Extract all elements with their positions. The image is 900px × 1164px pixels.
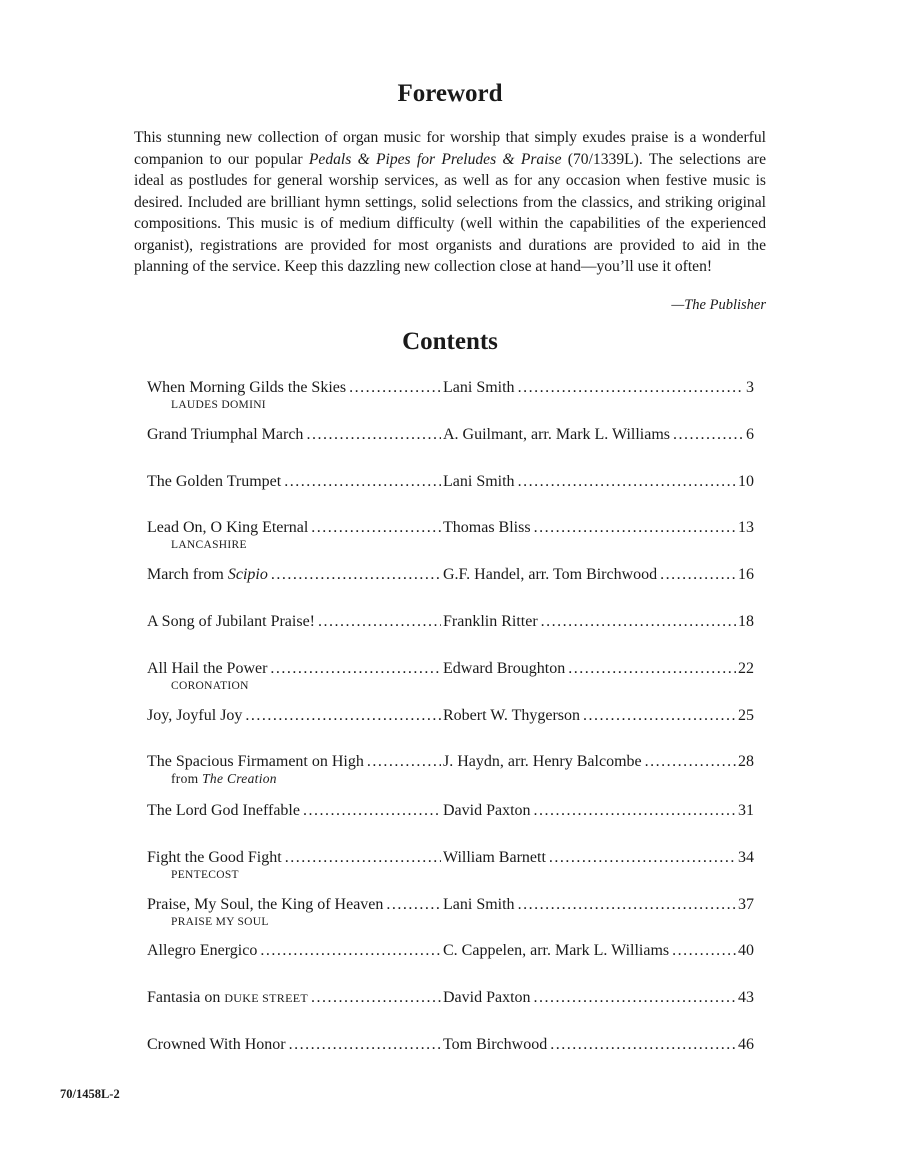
catalog-number: 70/1458L-2 (60, 1087, 120, 1101)
foreword-signature: —The Publisher (671, 297, 766, 313)
entry-page-number: 31 (738, 802, 754, 819)
contents-entry (147, 706, 754, 746)
entry-title: Fight the Good Fight (147, 849, 282, 866)
entry-title: Lead On, O King Eternal (147, 519, 309, 536)
entry-composer: C. Cappelen, arr. Mark L. Williams (443, 942, 670, 959)
entry-title (147, 988, 308, 1008)
entry-title-hymn-tune: DUKE STREET (224, 991, 308, 1005)
entry-composer: William Barnett (443, 849, 546, 866)
entry-page-number: 3 (746, 379, 754, 396)
entry-title-italic: Scipio (227, 566, 268, 583)
entry-composer: Robert W. Thygerson (443, 707, 581, 724)
entry-title: Grand Triumphal March (147, 426, 304, 443)
entry-page-number: 34 (738, 849, 754, 866)
entry-title: A Song of Jubilant Praise! (147, 613, 315, 630)
contents-entry (147, 378, 754, 418)
entry-page-number: 6 (746, 426, 754, 443)
entry-page-number: 13 (738, 519, 754, 536)
entry-composer: A. Guilmant, arr. Mark L. Williams (443, 426, 671, 443)
entry-title: Joy, Joyful Joy (147, 707, 243, 724)
entry-source-work: The Creation (202, 771, 277, 786)
entry-page-number: 28 (738, 753, 754, 770)
entry-source (171, 772, 754, 786)
entry-composer: Edward Broughton (443, 660, 566, 677)
contents-entry (147, 425, 754, 465)
entry-page-number: 37 (738, 896, 754, 913)
entry-page-number: 40 (738, 942, 754, 959)
entry-page-number: 46 (738, 1036, 754, 1053)
entry-page-number: 16 (738, 566, 754, 583)
entry-title: The Spacious Firmament on High (147, 753, 364, 770)
entry-composer: David Paxton (443, 989, 531, 1006)
contents-entry (147, 752, 754, 792)
entry-composer: Lani Smith (443, 379, 515, 396)
contents-entry (147, 988, 754, 1028)
contents-entry (147, 801, 754, 841)
contents-title: Contents (402, 328, 498, 355)
entry-composer: Lani Smith (443, 473, 515, 490)
contents-entry (147, 1035, 754, 1075)
entry-title: Allegro Energico (147, 942, 258, 959)
foreword-book-title: Pedals & Pipes for Preludes & Praise (308, 150, 562, 168)
foreword-text-part2: (70/1339L). The selections are ideal as postludes for general worship services, as well as for any occasion when festive music is desired. Included are brilliant hymn settings, solid selections from the classics, and striking original compositions. This music is of medium difficulty (well within the capabilities of the experienced organist), registrations are provided for most organists and durations are provided to aid in the planning of the service. Keep this dazzling new collection close at hand—you’ll use it often! (134, 150, 766, 275)
entry-title: Crowned With Honor (147, 1036, 286, 1053)
entry-title: The Lord God Ineffable (147, 802, 300, 819)
entry-composer: Lani Smith (443, 896, 515, 913)
entry-page-number: 25 (738, 707, 754, 724)
contents-entry (147, 518, 754, 558)
foreword-text-part1: This stunning new collection of organ music for worship that simply exudes praise is a wonderful companion to our popular (134, 129, 766, 168)
entry-hymn-tune: LANCASHIRE (171, 539, 247, 551)
entry-composer: G.F. Handel, arr. Tom Birchwood (443, 566, 658, 583)
contents-entry (147, 565, 754, 605)
entry-title (147, 565, 268, 585)
entry-page-number: 43 (738, 989, 754, 1006)
entry-source-prefix: from (171, 771, 203, 786)
contents-entry (147, 659, 754, 699)
foreword-title: Foreword (397, 80, 503, 107)
entry-title: When Morning Gilds the Skies (147, 379, 347, 396)
contents-entry (147, 612, 754, 652)
entry-title: The Golden Trumpet (147, 473, 282, 490)
entry-title: Praise, My Soul, the King of Heaven (147, 896, 384, 913)
contents-entry (147, 472, 754, 512)
entry-composer: David Paxton (443, 802, 531, 819)
foreword-text (134, 127, 766, 278)
contents-entry (147, 848, 754, 888)
entry-page-number: 18 (738, 613, 754, 630)
entry-hymn-tune: PENTECOST (171, 869, 239, 881)
entry-page-number: 10 (738, 473, 754, 490)
entry-composer: Franklin Ritter (443, 613, 538, 630)
entry-page-number: 22 (738, 660, 754, 677)
contents-entry (147, 895, 754, 935)
entry-composer: J. Haydn, arr. Henry Balcombe (443, 753, 642, 770)
entry-title-prefix: Fantasia on (147, 989, 225, 1006)
entry-composer: Tom Birchwood (443, 1036, 548, 1053)
entry-title: All Hail the Power (147, 660, 268, 677)
contents-entry (147, 941, 754, 981)
entry-hymn-tune: CORONATION (171, 680, 249, 692)
entry-hymn-tune: PRAISE MY SOUL (171, 916, 269, 928)
entry-title-prefix: March from (147, 566, 228, 583)
entry-hymn-tune: LAUDES DOMINI (171, 399, 266, 411)
entry-composer: Thomas Bliss (443, 519, 531, 536)
